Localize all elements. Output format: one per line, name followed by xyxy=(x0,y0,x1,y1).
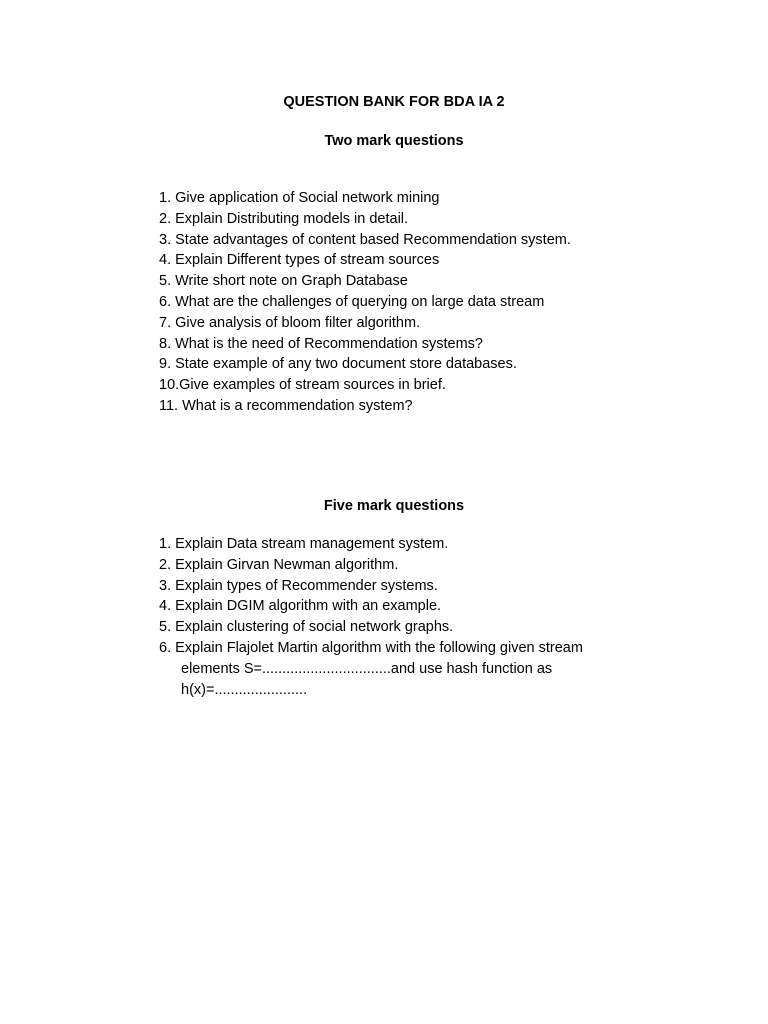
question-item: 3. Explain types of Recommender systems. xyxy=(159,577,438,594)
question-item: 6. Explain Flajolet Martin algorithm with the following given stream xyxy=(159,639,583,656)
two-mark-question-list xyxy=(159,189,571,418)
question-item: 3. State advantages of content based Recommendation system. xyxy=(159,231,571,248)
question-item: 10.Give examples of stream sources in brief. xyxy=(159,377,446,394)
question-item: 7. Give analysis of bloom filter algorithm. xyxy=(159,314,421,331)
five-mark-heading: Five mark questions xyxy=(323,498,465,514)
question-item: 5. Explain clustering of social network graphs. xyxy=(159,619,454,636)
question-item: 4. Explain Different types of stream sources xyxy=(159,252,440,269)
question-item: 11. What is a recommendation system? xyxy=(159,397,413,414)
two-mark-heading: Two mark questions xyxy=(324,133,464,149)
question-item: 6. What are the challenges of querying on large data stream xyxy=(159,293,545,310)
document-title: QUESTION BANK FOR BDA IA 2 xyxy=(283,94,505,110)
question-item: 1. Give application of Social network mining xyxy=(159,190,440,206)
five-mark-question-list xyxy=(159,535,583,701)
question-item: 2. Explain Distributing models in detail. xyxy=(159,210,409,227)
question-continuation-text: h(x)=....................... xyxy=(181,681,308,698)
question-continuation-text: elements S=................................and use hash function as xyxy=(181,660,553,677)
question-continuation xyxy=(159,660,583,681)
question-item: 2. Explain Girvan Newman algorithm. xyxy=(159,556,399,573)
question-item: 4. Explain DGIM algorithm with an example. xyxy=(159,598,442,615)
question-item: 9. State example of any two document store databases. xyxy=(159,356,517,373)
question-continuation xyxy=(159,681,583,702)
question-item: 1. Explain Data stream management system. xyxy=(159,536,449,552)
question-item: 5. Write short note on Graph Database xyxy=(159,273,408,290)
question-item: 8. What is the need of Recommendation systems? xyxy=(159,335,483,352)
